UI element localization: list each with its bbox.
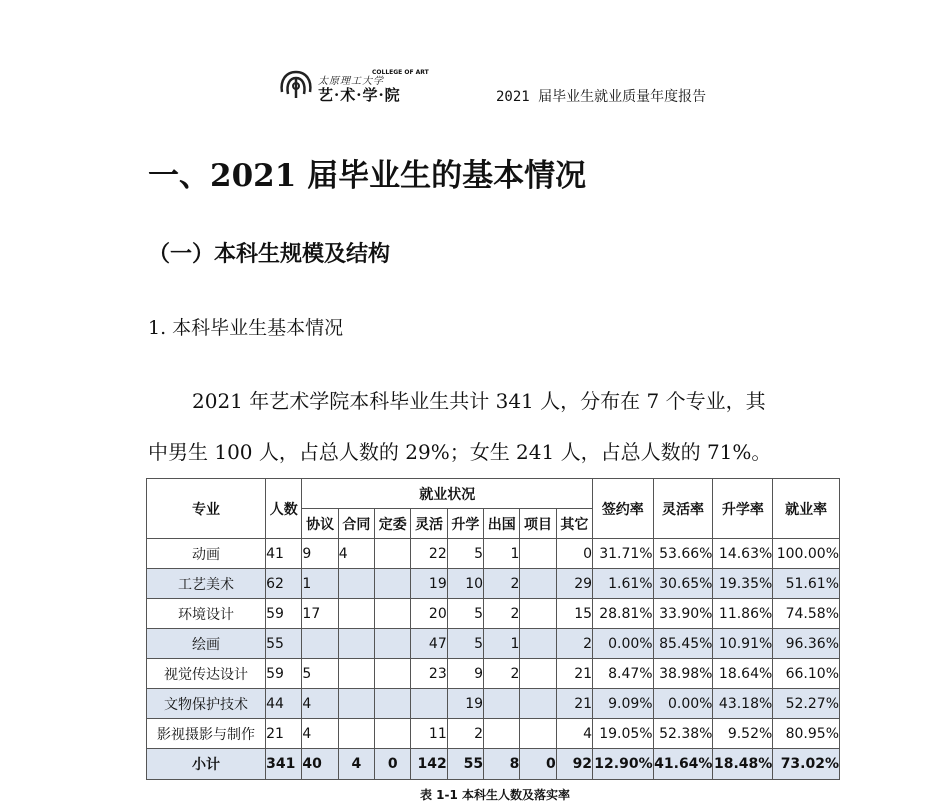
cell-value: 9	[302, 539, 338, 569]
cell-rate: 33.90%	[653, 599, 713, 629]
header-further-study: 升学	[447, 509, 483, 539]
cell-rate: 9.09%	[593, 689, 654, 719]
cell-value: 21	[556, 659, 592, 689]
cell-rate: 9.52%	[713, 719, 773, 749]
cell-rate: 96.36%	[773, 629, 840, 659]
header-study-rate: 升学率	[713, 479, 773, 539]
cell-value: 5	[447, 629, 483, 659]
cell-major: 视觉传达设计	[147, 659, 266, 689]
header-abroad: 出国	[484, 509, 520, 539]
cell-value: 4	[302, 689, 338, 719]
cell-value: 0	[556, 539, 592, 569]
cell-rate: 66.10%	[773, 659, 840, 689]
cell-count: 59	[266, 599, 302, 629]
cell-value	[411, 689, 447, 719]
cell-value	[375, 569, 411, 599]
cell-count: 21	[266, 719, 302, 749]
cell-rate: 74.58%	[773, 599, 840, 629]
college-logo-icon	[278, 66, 314, 102]
cell-value	[338, 629, 374, 659]
cell-value: 55	[447, 749, 483, 780]
cell-count: 44	[266, 689, 302, 719]
cell-count: 341	[266, 749, 302, 780]
cell-rate: 18.64%	[713, 659, 773, 689]
cell-rate: 19.05%	[593, 719, 654, 749]
cell-value: 21	[556, 689, 592, 719]
header-flexible: 灵活	[411, 509, 447, 539]
cell-value	[520, 689, 556, 719]
cell-rate: 31.71%	[593, 539, 654, 569]
cell-value: 15	[556, 599, 592, 629]
cell-value: 142	[411, 749, 447, 780]
cell-rate: 85.45%	[653, 629, 713, 659]
cell-value: 0	[375, 749, 411, 780]
table-row	[147, 539, 840, 569]
cell-rate: 10.91%	[713, 629, 773, 659]
header-project: 项目	[520, 509, 556, 539]
cell-major: 小计	[147, 749, 266, 780]
cell-value: 23	[411, 659, 447, 689]
cell-value	[338, 569, 374, 599]
table-header-row	[147, 479, 840, 509]
table-row	[147, 569, 840, 599]
cell-rate: 43.18%	[713, 689, 773, 719]
cell-value: 2	[484, 659, 520, 689]
cell-rate: 52.27%	[773, 689, 840, 719]
cell-rate: 0.00%	[653, 689, 713, 719]
cell-value: 2	[556, 629, 592, 659]
cell-rate: 41.64%	[653, 749, 713, 780]
school-name: 太原理工大学	[318, 76, 384, 87]
cell-value: 9	[447, 659, 483, 689]
header-agreement: 协议	[302, 509, 338, 539]
table-row	[147, 659, 840, 689]
cell-value: 29	[556, 569, 592, 599]
cell-value	[302, 629, 338, 659]
cell-value: 1	[484, 629, 520, 659]
cell-value: 11	[411, 719, 447, 749]
header-sign-rate: 签约率	[593, 479, 654, 539]
cell-value: 40	[302, 749, 338, 780]
cell-value	[520, 599, 556, 629]
cell-rate: 14.63%	[713, 539, 773, 569]
table-total-row	[147, 749, 840, 780]
cell-value: 5	[447, 599, 483, 629]
cell-rate: 38.98%	[653, 659, 713, 689]
cell-rate: 52.38%	[653, 719, 713, 749]
cell-value	[338, 599, 374, 629]
section-title: 一、2021 届毕业生的基本情况	[148, 158, 587, 194]
cell-value	[375, 719, 411, 749]
college-name-cn: 艺·术·学·院	[318, 86, 401, 104]
header-other: 其它	[556, 509, 592, 539]
cell-rate: 73.02%	[773, 749, 840, 780]
cell-value	[338, 659, 374, 689]
cell-value	[520, 629, 556, 659]
cell-rate: 51.61%	[773, 569, 840, 599]
cell-value: 2	[484, 599, 520, 629]
cell-count: 62	[266, 569, 302, 599]
cell-value: 19	[447, 689, 483, 719]
cell-value	[338, 719, 374, 749]
cell-value: 92	[556, 749, 592, 780]
item-title: 1. 本科毕业生基本情况	[148, 317, 344, 339]
page-header	[278, 66, 748, 106]
table-row	[147, 719, 840, 749]
cell-value: 17	[302, 599, 338, 629]
cell-count: 55	[266, 629, 302, 659]
cell-value: 4	[338, 749, 374, 780]
cell-major: 工艺美术	[147, 569, 266, 599]
cell-value: 10	[447, 569, 483, 599]
report-title: 2021 届毕业生就业质量年度报告	[496, 89, 707, 105]
header-flex-rate: 灵活率	[653, 479, 713, 539]
cell-rate: 30.65%	[653, 569, 713, 599]
cell-value: 4	[302, 719, 338, 749]
cell-value: 8	[484, 749, 520, 780]
cell-rate: 1.61%	[593, 569, 654, 599]
cell-rate: 80.95%	[773, 719, 840, 749]
cell-major: 绘画	[147, 629, 266, 659]
employment-table	[146, 478, 840, 780]
paragraph-line-2: 中男生 100 人，占总人数的 29%；女生 241 人，占总人数的 71%。	[148, 440, 772, 464]
cell-value	[520, 719, 556, 749]
cell-value: 1	[302, 569, 338, 599]
table-caption: 表 1-1 本科生人数及落实率	[420, 788, 571, 802]
cell-rate: 53.66%	[653, 539, 713, 569]
cell-value	[484, 719, 520, 749]
cell-value: 22	[411, 539, 447, 569]
cell-value	[375, 539, 411, 569]
cell-value	[338, 689, 374, 719]
cell-rate: 100.00%	[773, 539, 840, 569]
cell-value: 0	[520, 749, 556, 780]
header-emp-rate: 就业率	[773, 479, 840, 539]
cell-major: 文物保护技术	[147, 689, 266, 719]
cell-value: 2	[484, 569, 520, 599]
cell-major: 影视摄影与制作	[147, 719, 266, 749]
cell-value: 1	[484, 539, 520, 569]
cell-rate: 0.00%	[593, 629, 654, 659]
cell-value	[375, 629, 411, 659]
cell-rate: 12.90%	[593, 749, 654, 780]
college-name-en: COLLEGE OF ART	[372, 69, 429, 76]
cell-major: 环境设计	[147, 599, 266, 629]
cell-value	[520, 569, 556, 599]
cell-value	[484, 689, 520, 719]
cell-value	[375, 599, 411, 629]
cell-value: 5	[302, 659, 338, 689]
cell-value: 5	[447, 539, 483, 569]
cell-value: 20	[411, 599, 447, 629]
cell-rate: 19.35%	[713, 569, 773, 599]
subsection-title: （一）本科生规模及结构	[148, 241, 391, 267]
cell-value	[520, 659, 556, 689]
cell-count: 41	[266, 539, 302, 569]
cell-value: 19	[411, 569, 447, 599]
table-row	[147, 689, 840, 719]
cell-value: 47	[411, 629, 447, 659]
cell-value: 2	[447, 719, 483, 749]
cell-value	[520, 539, 556, 569]
cell-rate: 18.48%	[713, 749, 773, 780]
paragraph-line-1: 2021 年艺术学院本科毕业生共计 341 人，分布在 7 个专业，其	[192, 389, 766, 413]
header-directed: 定委	[375, 509, 411, 539]
cell-rate: 28.81%	[593, 599, 654, 629]
header-count: 人数	[266, 479, 302, 539]
cell-count: 59	[266, 659, 302, 689]
table-row	[147, 629, 840, 659]
header-major: 专业	[147, 479, 266, 539]
cell-major: 动画	[147, 539, 266, 569]
header-contract: 合同	[338, 509, 374, 539]
cell-value: 4	[338, 539, 374, 569]
cell-value	[375, 689, 411, 719]
cell-value: 4	[556, 719, 592, 749]
table-row	[147, 599, 840, 629]
cell-rate: 11.86%	[713, 599, 773, 629]
header-employment: 就业状况	[302, 479, 593, 509]
cell-value	[375, 659, 411, 689]
cell-rate: 8.47%	[593, 659, 654, 689]
